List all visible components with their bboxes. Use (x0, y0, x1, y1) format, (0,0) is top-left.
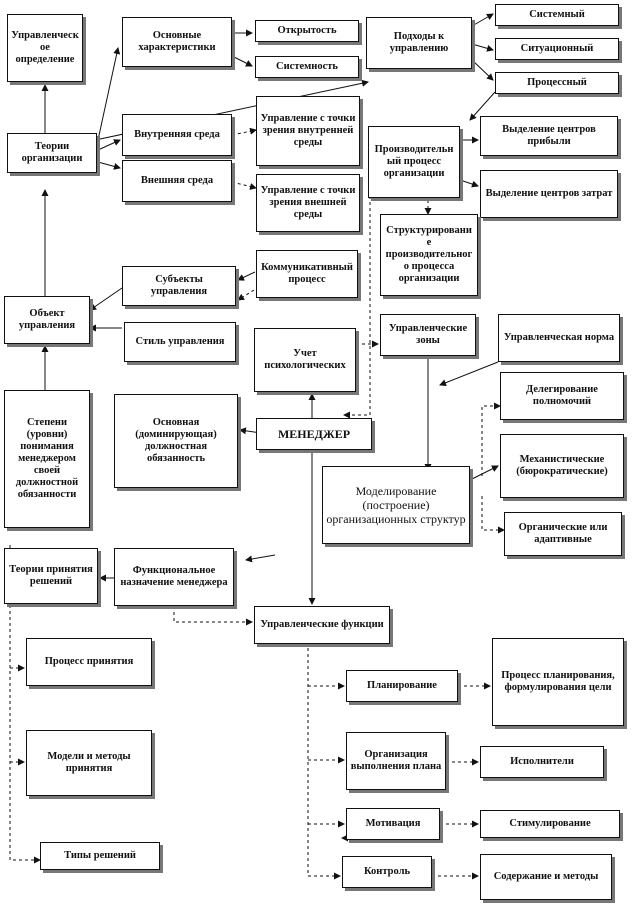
node-organiz-vyp: Организация выполнения плана (346, 732, 446, 790)
node-kontrol: Контроль (342, 856, 432, 888)
connector (246, 555, 275, 560)
connector (232, 182, 256, 188)
node-menedzher: МЕНЕДЖЕР (256, 418, 372, 450)
node-stimul: Стимулирование (480, 810, 620, 838)
node-uchet: Учет психологических (254, 328, 356, 392)
connector (98, 140, 120, 150)
connector (230, 55, 252, 66)
node-deleg: Делегирование полномочий (500, 372, 624, 420)
node-teorii-org: Теории организации (7, 133, 97, 173)
node-vnesh: Внешняя среда (122, 160, 232, 202)
node-upr-vnutr: Управление с точки зрения внутренней среды (256, 96, 360, 166)
node-upr-opredelenie: Управленческое определение (7, 14, 83, 82)
node-centry-zatr: Выделение центров затрат (480, 170, 618, 218)
node-process-plan: Процесс планирования, формулирования цели (492, 638, 624, 726)
connector (98, 48, 118, 140)
node-struktur: Структурирование производительного процесса организации (380, 214, 478, 296)
node-obekt: Объект управления (4, 296, 90, 344)
node-upr-norma: Управленческая норма (498, 314, 620, 362)
node-proizv: Производительный процесс организации (368, 126, 460, 198)
connector (440, 362, 498, 385)
node-soderzh: Содержание и методы (480, 854, 612, 900)
connector (232, 130, 256, 135)
node-situac: Ситуационный (495, 38, 619, 60)
connector (238, 272, 255, 280)
node-modelir: Моделирование (построение) организационных структур (322, 466, 470, 544)
connector (482, 406, 500, 476)
node-stepeni: Степени (уровни) понимания менеджером своей должностной обязанности (4, 390, 90, 528)
node-process-prin: Процесс принятия (26, 638, 152, 686)
node-upr-funkcii: Управленческие функции (254, 606, 390, 644)
node-ispoln: Исполнители (480, 746, 604, 778)
node-osnovnaya: Основная (доминирующая) должностная обязанность (114, 394, 238, 488)
connector (308, 636, 340, 876)
node-mehan: Механистические (бюрократические) (500, 434, 624, 498)
node-upr-vnesh: Управление с точки зрения внешней среды (256, 174, 360, 232)
connector (472, 44, 493, 50)
node-funkc: Функциональное назначение менеджера (114, 548, 234, 606)
connector (482, 496, 504, 530)
connector (90, 288, 122, 310)
node-planir: Планирование (346, 670, 458, 702)
node-tipy: Типы решений (40, 842, 160, 870)
connector (472, 60, 493, 80)
connector (238, 290, 254, 300)
node-subekty: Субъекты управления (122, 266, 236, 306)
node-motiv: Мотивация (346, 808, 440, 840)
node-vnutr: Внутренняя среда (122, 114, 232, 156)
node-kommunik: Коммуникативный процесс (256, 250, 358, 298)
connector (472, 14, 493, 26)
connector (174, 606, 252, 622)
node-podhody: Подходы к управлению (366, 17, 472, 69)
node-modeli: Модели и методы принятия (26, 730, 152, 796)
node-osn-har: Основные характеристики (122, 17, 232, 67)
node-centry-prib: Выделение центров прибыли (480, 116, 618, 156)
node-teorii-resh: Теории принятия решений (4, 548, 98, 604)
connector (470, 466, 498, 480)
node-stil: Стиль управления (124, 322, 236, 362)
node-organich: Органические или адаптивные (504, 512, 622, 556)
node-otkrytost: Открытость (255, 20, 359, 42)
node-sistemnost: Системность (255, 56, 359, 78)
connector (98, 162, 120, 168)
connector (460, 180, 478, 186)
node-sistemny: Системный (495, 4, 619, 26)
node-upr-zony: Управленческие зоны (380, 314, 476, 356)
node-process: Процессный (495, 72, 619, 94)
